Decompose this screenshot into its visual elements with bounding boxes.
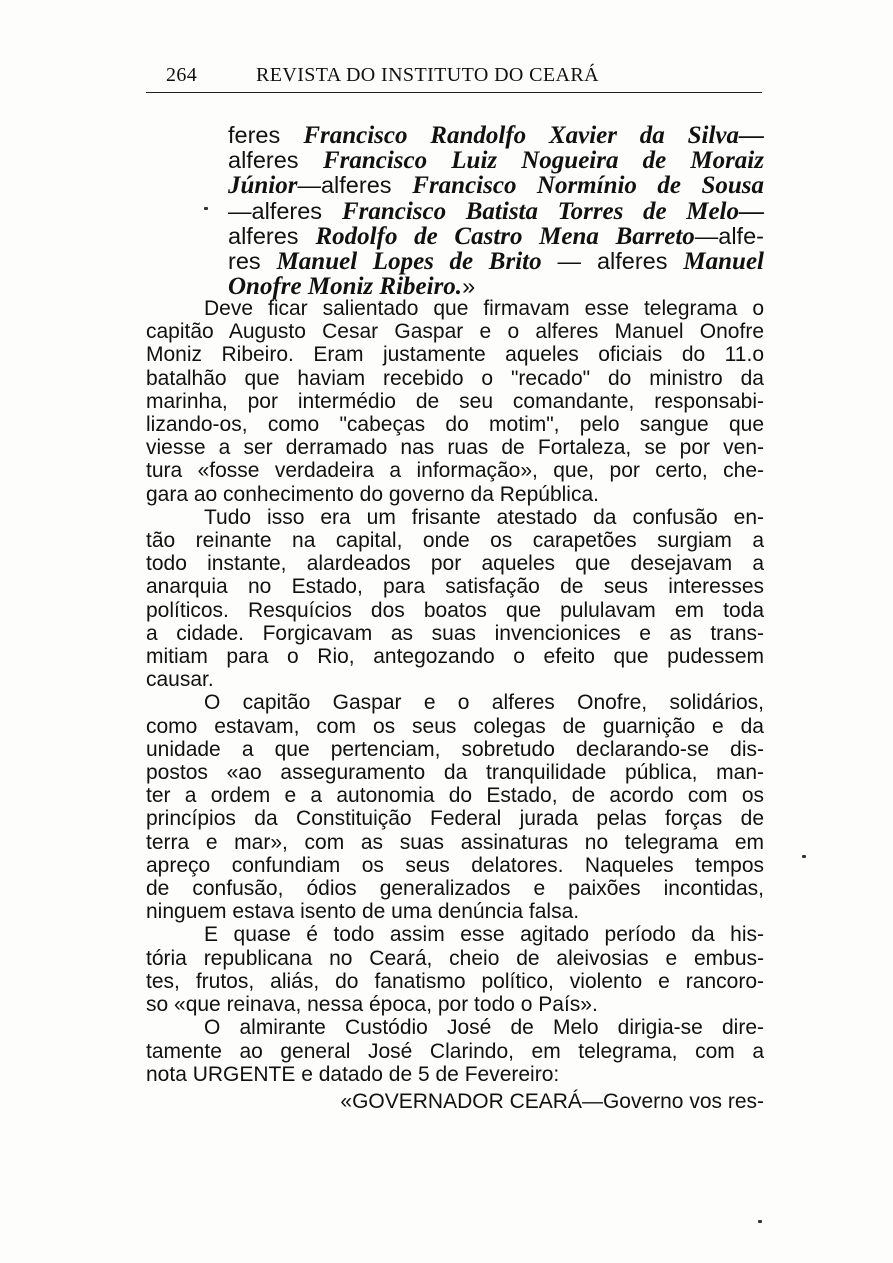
quote-line: feres Francisco Randolfo Xavier da Silva— [228,122,764,149]
body-line: lizando-os, como "cabeças do motim", pelo sangue que [146,413,764,437]
quote-line: alferes Francisco Luiz Nogueira de Moraiz [228,147,764,175]
body-line: tes, frutos, aliás, do fanatismo político, violento e rancoro- [146,969,764,993]
body-line: nota URGENTE e datado de 5 de Fevereiro: [146,1062,560,1086]
body-line: E quase é todo assim esse agitado período da his- [204,923,764,947]
body-line: marinha, por intermédio de seu comandante, responsabi- [146,389,764,413]
quote-line: Onofre Moniz Ribeiro.» [228,273,476,301]
quote-line: alferes Rodolfo de Castro Mena Barreto—alfe- [228,222,764,250]
quote-line: —alferes Francisco Batista Torres de Melo— [228,197,764,225]
body-text [146,297,764,1113]
body-line: tão reinante na capital, onde os carapetões surgiam a [146,529,764,553]
body-line: mitiam para o Rio, antegozando o efeito que pudessem [146,645,764,669]
body-line: batalhão que haviam recebido o "recado" do ministro da [146,366,764,390]
body-line: postos «ao asseguramento da tranquilidade pública, man- [146,761,764,785]
page-number: 264 [166,64,198,86]
body-line: Tudo isso era um frisante atestado da confusão en- [204,505,764,529]
body-line: princípios da Constituição Federal jurada pelas forças de [146,807,764,831]
running-header [146,60,762,93]
body-line: Moniz Ribeiro. Eram justamente aqueles oficiais do 11.o [146,343,764,367]
body-line: so «que reinava, nessa época, por todo o País». [146,993,598,1017]
body-line: apreço confundiam os seus delatores. Naqueles tempos [146,853,764,877]
quoted-signatures [228,123,764,299]
body-line: anarquia no Estado, para satisfação de seus interesses [146,575,764,599]
body-line: gara ao conhecimento do governo da República. [146,482,599,506]
body-line: tória republicana no Ceará, cheio de aleivosias e embus- [146,946,764,970]
body-line: ninguem estava isento de uma denúncia falsa. [146,900,580,924]
body-line: terra e mar», com as suas assinaturas no telegrama em [146,830,764,854]
print-speck [758,1220,762,1223]
running-title: REVISTA DO INSTITUTO DO CEARÁ [256,64,599,86]
body-line: de confusão, ódios generalizados e paixões incontidas, [146,877,764,901]
body-line: como estavam, com os seus colegas de guarnição e da [146,714,764,738]
body-line: capitão Augusto Cesar Gaspar e o alferes Manuel Onofre [146,320,764,344]
body-line: unidade a que pertenciam, sobretudo declarando-se dis- [146,737,764,761]
print-speck [204,207,208,210]
body-line: «GOVERNADOR CEARÁ—Governo vos res- [340,1089,764,1113]
body-line: Deve ficar salientado que firmavam esse telegrama o [204,297,764,320]
body-line: a cidade. Forgicavam as suas invencionices e as trans- [146,621,764,645]
quote-line: Júnior—alferes Francisco Normínio de Sousa [228,172,764,200]
body-line: tamente ao general José Clarindo, em telegrama, com a [146,1039,764,1063]
body-line: O capitão Gaspar e o alferes Onofre, solidários, [204,691,764,715]
body-line: O almirante Custódio José de Melo dirigia-se dire- [204,1016,764,1040]
print-speck [802,855,806,858]
body-line: ter a ordem e a autonomia do Estado, de acordo com os [146,784,764,808]
quote-line: res Manuel Lopes de Brito — alferes Manuel [228,248,764,276]
body-line: viesse a ser derramado nas ruas de Fortaleza, se por ven- [146,436,764,460]
body-line: todo instante, alardeados por aqueles que desejavam a [146,552,764,576]
body-line: tura «fosse verdadeira a informação», que, por certo, che- [146,459,764,483]
body-line: causar. [146,668,214,692]
body-line: políticos. Resquícios dos boatos que pululavam em toda [146,598,764,622]
